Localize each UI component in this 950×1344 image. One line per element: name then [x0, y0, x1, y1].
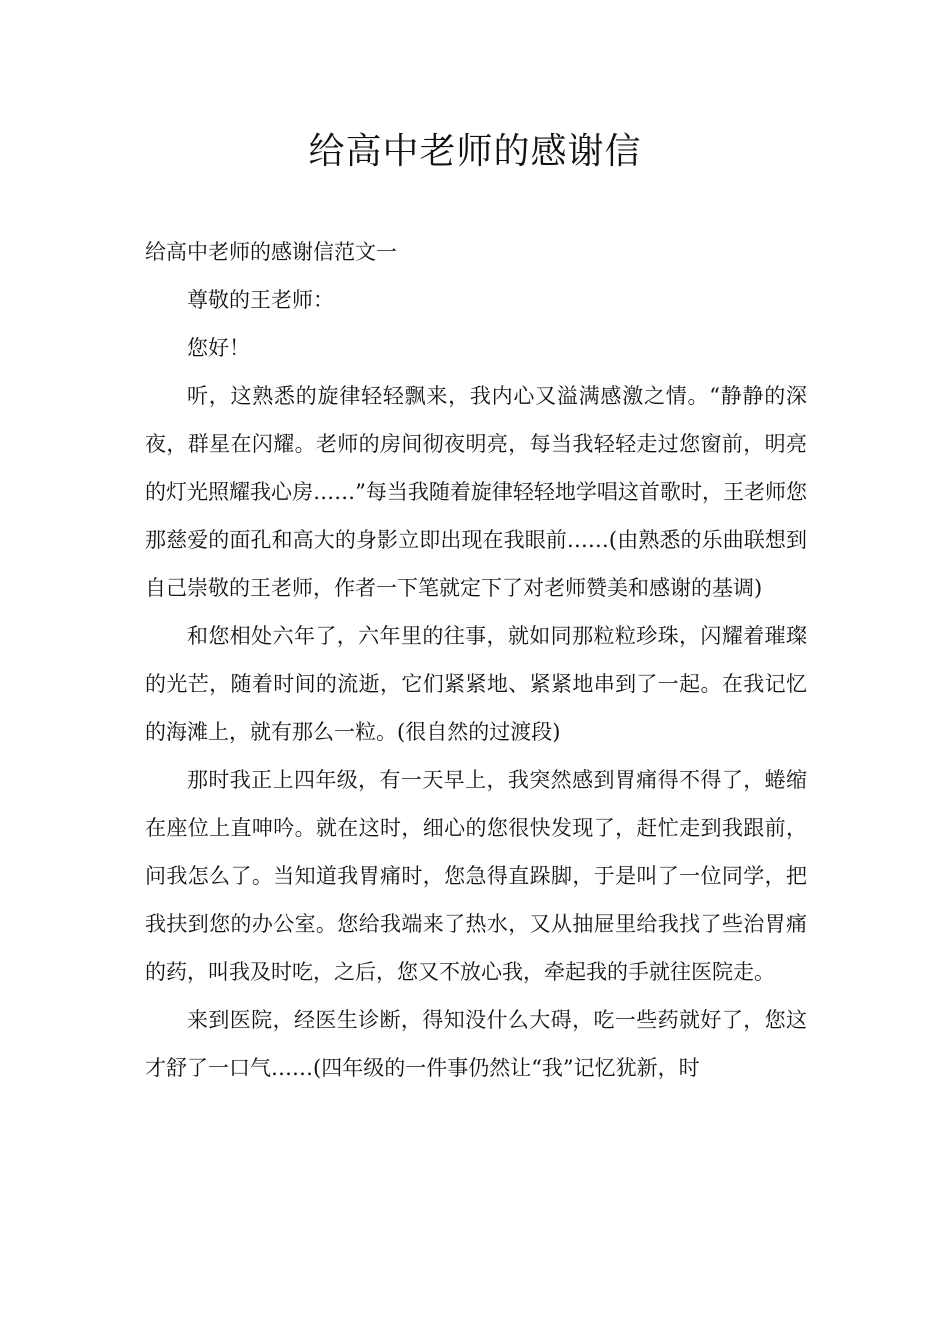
paragraph-3: 那时我正上四年级，有一天早上，我突然感到胃痛得不得了，蜷缩在座位上直呻吟。就在这时，细心的您很快发现了，赶忙走到我跟前，问我怎么了。当知道我胃痛时，您急得直跺脚，于是叫了一位同学，把我扶到您的办公室。您给我端来了热水，又从抽屉里给我找了些治胃痛的药，叫我及时吃，之后，您又不放心我，牵起我的手就往医院走。	[145, 768, 807, 984]
letter-greeting: 尊敬的王老师：	[187, 288, 334, 312]
letter-salutation: 您好！	[187, 336, 250, 360]
document-body	[145, 228, 807, 1092]
document-subtitle: 给高中老师的感谢信范文一	[145, 240, 397, 264]
paragraph-2: 和您相处六年了，六年里的往事，就如同那粒粒珍珠，闪耀着璀璨的光芒，随着时间的流逝，它们紧紧地、紧紧地串到了一起。在我记忆的海滩上，就有那么一粒。(很自然的过渡段)	[145, 624, 807, 744]
paragraph-4: 来到医院，经医生诊断，得知没什么大碍，吃一些药就好了，您这才舒了一口气……(四年级的一件事仍然让“我”记忆犹新，时	[145, 1008, 807, 1080]
document-title: 给高中老师的感谢信	[308, 131, 642, 172]
paragraph-1: 听，这熟悉的旋律轻轻飘来，我内心又溢满感激之情。“静静的深夜，群星在闪耀。老师的房间彻夜明亮，每当我轻轻走过您窗前，明亮的灯光照耀我心房……”每当我随着旋律轻轻地学唱这首歌时，王老师您那慈爱的面孔和高大的身影立即出现在我眼前……(由熟悉的乐曲联想到自己崇敬的王老师，作者一下笔就定下了对老师赞美和感谢的基调)	[145, 384, 807, 600]
